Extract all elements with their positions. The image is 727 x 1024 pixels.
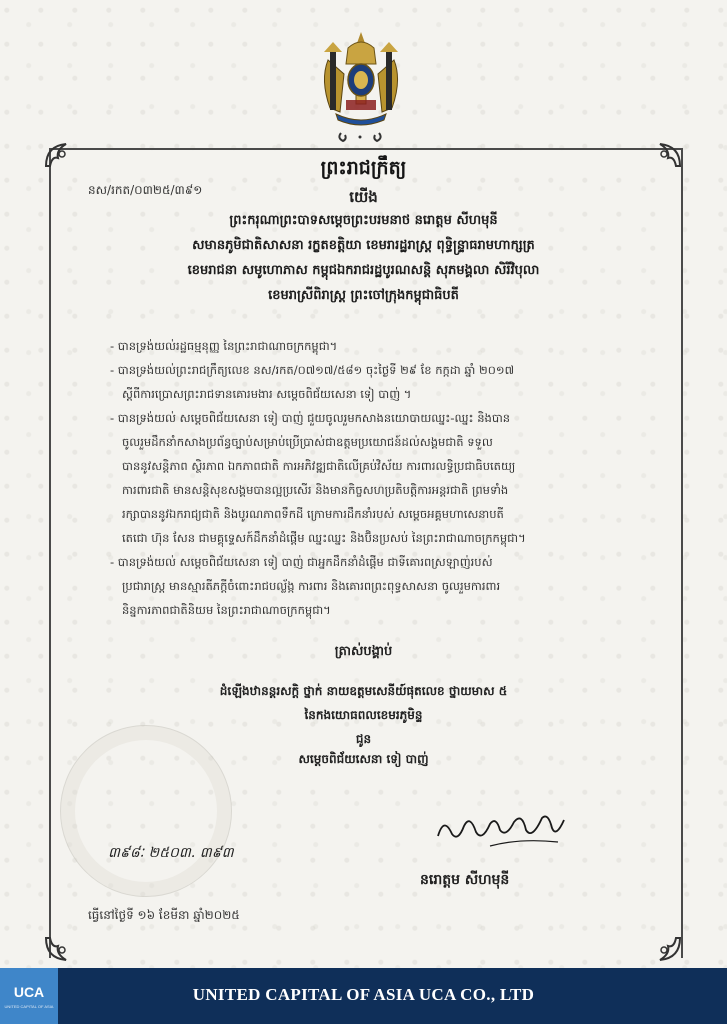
preamble-line: - បានទ្រង់យល់ សម្តេចពិជ័យសេនា ទៀ បាញ់ ជួយចូលរួមកសាងនយោបាយឈ្នះ-ឈ្នះ និងបាន [110, 411, 511, 425]
reference-number: នស/រកត/០៣២៥/៣៩១ [88, 183, 203, 197]
company-name: UNITED CAPITAL OF ASIA UCA CO., LTD [192, 985, 535, 1004]
preamble-line: និន្នការភាពជាតិនិយម នៃព្រះរាជាណាចក្រកម្ពុជា។ [122, 603, 331, 617]
preamble-line: បាននូវសន្តិភាព ស្ថិរភាព ឯកភាពជាតិ ការអភិវឌ្ឍជាតិលើគ្រប់វិស័យ ការពារលទ្ធិប្រជាធិបតេយ្យ [122, 459, 516, 473]
decree-line: សម្តេចពិជ័យសេនា ទៀ បាញ់ [298, 752, 429, 766]
signer-name: នរោត្តម សីហមុនី [420, 872, 510, 888]
decree-line: នៃកងយោធពលខេមរភូមិន្ទ [304, 708, 423, 722]
date-line: ធ្វើនៅថ្ងៃទី ១៦ ខែមីនា ឆ្នាំ២០២៥ [88, 908, 240, 922]
preamble-line: ការពារជាតិ មានសន្តិសុខសង្គមបានល្អប្រសើរ និងមានកិច្ចសហប្រតិបត្តិការអន្តរជាតិ ព្រមទាំង [122, 483, 509, 497]
king-title-line: ព្រះករុណាព្រះបាទសម្តេចព្រះបរមនាថ នរោត្តម សីហមុនី [229, 213, 498, 228]
preamble-line: - បានទ្រង់យល់ព្រះរាជក្រឹត្យលេខ នស/រកត/០៧១៧/៥៨១ ចុះថ្ងៃទី ២៩ ខែ កក្កដា ឆ្នាំ ២០១៧ [110, 363, 514, 377]
preamble-line: ចូលរួមដឹកនាំកសាងប្រព័ន្ធច្បាប់សម្រាប់ប្រើប្រាស់ជាឧត្តមប្រយោជន៍ដល់សង្គមជាតិ ទទួល [122, 435, 493, 449]
section-title: ត្រាស់បង្គាប់ [334, 644, 393, 659]
ornament-icon [335, 130, 385, 144]
king-title-line: សមានភូមិជាតិសាសនា រក្ខតខត្តិយា ខេមរារដ្ឋរាស្ត្រ ពុទ្ធិន្ទ្រាធរាមហាក្សត្រ [192, 238, 535, 253]
handwritten-reference: ៣៩៨ៈ ២៥០៣. ៣៩៣ [108, 845, 234, 861]
footer-bar [0, 968, 727, 1024]
preamble-line: រក្សាបាននូវឯករាជ្យជាតិ និងបូរណភាពទឹកដី ក្រោមការដឹកនាំរបស់ សម្តេចអគ្គមហាសេនាបតី [122, 507, 504, 521]
document-subtitle: យើង [349, 188, 378, 206]
decree-line: ដំឡើងឋានន្តរសក្តិ ថ្នាក់ នាយឧត្តមសេនីយ៍ផុតលេខ ថ្នាយមាស ៥ [219, 684, 508, 698]
corner-ornament-icon [644, 934, 684, 964]
signature-icon [430, 808, 570, 848]
logo-subtext: UNITED CAPITAL OF ASIA [4, 1004, 54, 1009]
preamble-line: ប្រជារាស្ត្រ មានស្មារតីភក្តីចំពោះរាជបល្ល័ង្ក ការពារ និងគោរពព្រះពុទ្ធសាសនា ចូលរួមការពារ [122, 579, 501, 593]
royal-coat-of-arms-icon [318, 30, 404, 130]
king-title-line: ខេមរាជនា សមូហោភាស កម្ពុជឯករាជរដ្ឋបូរណសន្តិ សុភមង្គលា សិរីវិបុលា [187, 263, 540, 278]
king-title-line: ខេមរាស្រីពិរាស្ត្រ ព្រះចៅក្រុងកម្ពុជាធិបតី [268, 288, 459, 303]
preamble-line: ស្តីពីការប្រោសព្រះរាជទានគោរមងារ សម្តេចពិជ័យសេនា ទៀ បាញ់ ។ [122, 387, 412, 401]
logo-text: UCA [13, 984, 45, 1000]
preamble-line: - បានទ្រង់យល់រដ្ឋធម្មនុញ្ញ នៃព្រះរាជាណាចក្រកម្ពុជា។ [110, 339, 338, 353]
preamble-line: តេជោ ហ៊ុន សែន ជាមគ្គុទ្ទេសក៍ដឹកនាំដំផ្តើម ឈ្នះឈ្នះ និងប៊ិនប្រសប់ នៃព្រះរាជាណាចក្រកម្ពុជា។ [122, 531, 526, 545]
document-title: ព្រះរាជក្រឹត្យ [320, 157, 407, 179]
corner-ornament-icon [42, 934, 82, 964]
decree-line: ជូន [355, 732, 372, 746]
faded-seal [60, 725, 232, 897]
preamble-line: - បានទ្រង់យល់ សម្តេចពិជ័យសេនា ទៀ បាញ់ ជាអ្នកដឹកនាំដំផ្តើម ជាទីគោរពស្រឡាញ់របស់ [110, 555, 493, 569]
